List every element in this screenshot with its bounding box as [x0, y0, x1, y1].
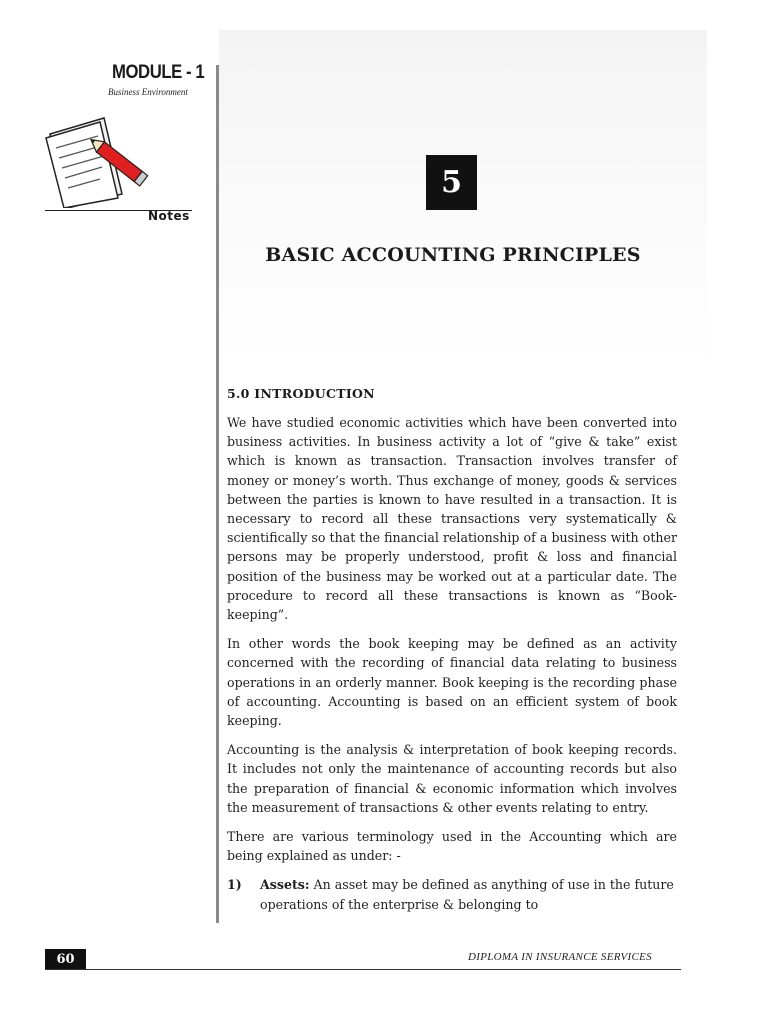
page-number: 60 — [45, 949, 86, 969]
chapter-title: BASIC ACCOUNTING PRINCIPLES — [265, 244, 641, 266]
section-heading: 5.0 INTRODUCTION — [227, 386, 375, 401]
paragraph: There are various terminology used in the Accounting which are being explained as under: - — [227, 829, 677, 864]
module-label: MODULE - 1 — [112, 62, 205, 83]
paragraph: Accounting is the analysis & interpretation of book keeping records. It includes not only the maintenance of accounting records but also the preparation of financial & economic information which involves the measurement of transactions & other events relating to entry. — [227, 742, 677, 815]
list-item-term: Assets: — [260, 877, 310, 893]
footer-text: DIPLOMA IN INSURANCE SERVICES — [468, 951, 652, 963]
list-item-number: 1) — [227, 877, 242, 893]
paragraph: We have studied economic activities which have been converted into business activities. In business activity a lot of “give & take” exist which is known as transaction. Transaction involves transfer of money or money’s worth. Thus exchange of money, goods & services between the parties is known to have resulted in a transaction. It is necessary to record all these transactions very systematically & scientifically so that the financial relationship of a business with other persons may be properly understood, profit & loss and financial position of the business may be worked out at a particular date. The procedure to record all these transactions is known as “Book-keeping”. — [227, 415, 677, 623]
body-text — [227, 413, 677, 914]
notepad-pencil-icon — [42, 112, 152, 208]
footer-rule — [45, 969, 681, 970]
list-item-description: An asset may be defined as anything of use in the future operations of the enterprise & belonging to — [260, 877, 674, 912]
margin-rule — [216, 65, 219, 923]
notes-label: Notes — [148, 209, 190, 223]
chapter-number: 5 — [426, 155, 477, 210]
list-item — [227, 875, 677, 913]
paragraph: In other words the book keeping may be defined as an activity concerned with the recording of financial data relating to business operations in an orderly manner. Book keeping is the recording phase of accounting. Accounting is based on an efficient system of book keeping. — [227, 636, 677, 729]
module-subtitle: Business Environment — [108, 87, 188, 97]
list-item-text — [260, 875, 677, 913]
